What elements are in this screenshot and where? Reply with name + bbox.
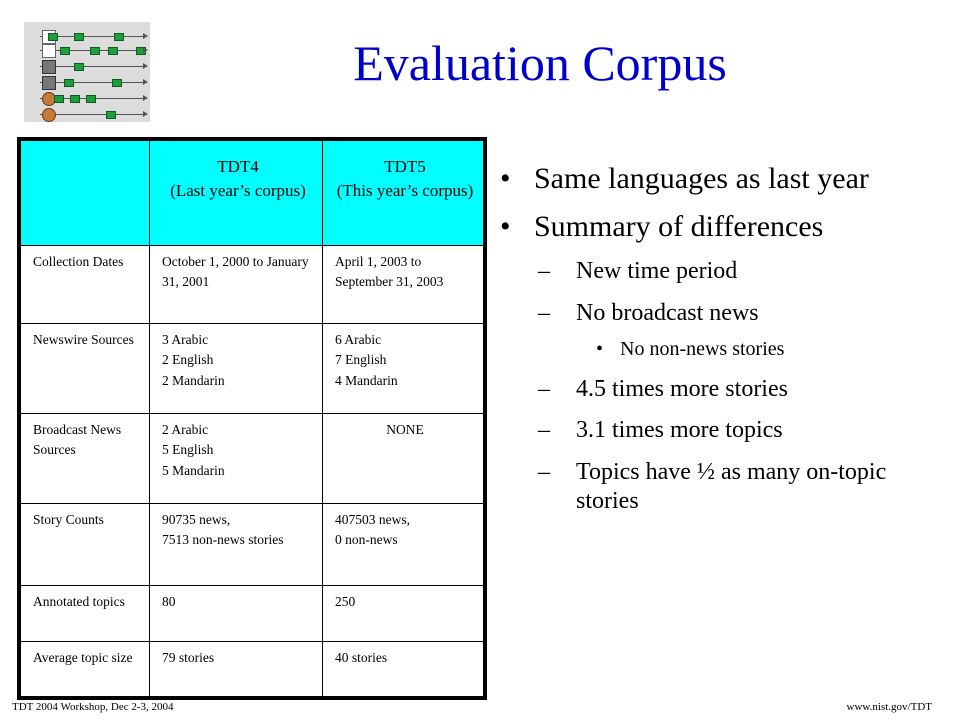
cell-line: 250 — [335, 593, 356, 609]
header-tdt5 — [323, 139, 486, 245]
row-label: Collection Dates — [19, 245, 150, 323]
cell-line: 90735 news, — [162, 511, 231, 527]
row-label: Average topic size — [19, 641, 150, 698]
tdt5-cell — [323, 503, 486, 585]
tdt5-cell — [323, 413, 486, 503]
cell-line: 80 — [162, 593, 176, 609]
bullet-dot-icon: • — [500, 209, 511, 243]
bullet-item — [500, 162, 950, 197]
header-tdt4-sub: (Last year’s corpus) — [170, 180, 306, 200]
cell-line: October 1, 2000 to January 31, 2001 — [162, 253, 309, 290]
sub-bullet-text: Topics have ½ as many on-topic stories — [576, 459, 887, 514]
tdt-timeline-logo-icon — [24, 22, 150, 122]
sub-sub-bullet-item — [500, 337, 950, 361]
table-row — [19, 323, 485, 413]
tdt5-cell — [323, 585, 486, 641]
tdt4-cell — [150, 585, 323, 641]
bullet-text: Summary of differences — [534, 209, 824, 243]
cell-line: 7513 non-news stories — [162, 532, 284, 548]
sub-bullet-item — [500, 416, 950, 445]
row-label: Broadcast News Sources — [19, 413, 150, 503]
corpus-comparison-table — [17, 137, 487, 700]
cell-line: NONE — [386, 421, 424, 437]
dash-bullet-icon: – — [538, 459, 550, 486]
page-title: Evaluation Corpus — [353, 35, 727, 91]
cell-line: April 1, 2003 to September 31, 2003 — [335, 253, 444, 290]
sub-bullet-text: New time period — [576, 258, 738, 284]
cell-line: 6 Arabic — [335, 331, 382, 347]
cell-line: 2 English — [162, 352, 214, 368]
tdt4-cell — [150, 413, 323, 503]
header-tdt5-sub: (This year’s corpus) — [336, 180, 474, 200]
cell-line: 4 Mandarin — [335, 373, 398, 389]
sub-bullet-text: 3.1 times more topics — [576, 417, 783, 444]
tdt5-cell — [323, 323, 486, 413]
header-tdt5-name: TDT5 — [384, 157, 426, 176]
bullet-list — [500, 162, 950, 529]
cell-line: 40 stories — [335, 649, 388, 665]
cell-line: 2 Mandarin — [162, 373, 225, 389]
bullet-dot-icon: • — [596, 337, 604, 360]
table-row — [19, 641, 485, 698]
dash-bullet-icon: – — [538, 258, 550, 284]
cell-line: 79 stories — [162, 649, 215, 665]
bullet-dot-icon: • — [500, 162, 511, 195]
tdt5-cell — [323, 641, 486, 698]
tdt5-cell — [323, 245, 486, 323]
tdt4-cell — [150, 503, 323, 585]
sub-bullet-item — [500, 458, 950, 516]
bullet-item — [500, 210, 950, 245]
sub-bullet-item — [500, 375, 950, 404]
table-row — [19, 503, 485, 585]
tdt4-cell — [150, 641, 323, 698]
sub-sub-bullet-text: No non-news stories — [620, 337, 785, 360]
row-label: Newswire Sources — [19, 323, 150, 413]
table-row — [19, 585, 485, 641]
table-header-row — [19, 139, 485, 245]
cell-line: 0 non-news — [335, 532, 398, 548]
tdt4-cell — [150, 245, 323, 323]
cell-line: 7 English — [335, 352, 387, 368]
dash-bullet-icon: – — [538, 299, 550, 326]
bullet-text: Same languages as last year — [534, 162, 869, 195]
sub-bullet-item — [500, 299, 950, 328]
dash-bullet-icon: – — [538, 375, 550, 402]
cell-line: 5 English — [162, 442, 214, 458]
dash-bullet-icon: – — [538, 417, 550, 444]
footer-url: www.nist.gov/TDT — [846, 701, 932, 713]
row-label: Annotated topics — [19, 585, 150, 641]
cell-line: 5 Mandarin — [162, 463, 225, 479]
table-row — [19, 245, 485, 323]
table-row — [19, 413, 485, 503]
header-tdt4-name: TDT4 — [217, 157, 259, 176]
sub-bullet-text: 4.5 times more stories — [576, 375, 788, 402]
header-empty-cell — [19, 139, 150, 245]
cell-line: 2 Arabic — [162, 421, 209, 437]
tdt4-cell — [150, 323, 323, 413]
cell-line: 407503 news, — [335, 511, 410, 527]
cell-line: 3 Arabic — [162, 331, 209, 347]
sub-bullet-text: No broadcast news — [576, 299, 759, 326]
row-label: Story Counts — [19, 503, 150, 585]
footer-workshop: TDT 2004 Workshop, Dec 2-3, 2004 — [12, 701, 174, 713]
sub-bullet-item — [500, 257, 950, 286]
header-tdt4 — [150, 139, 323, 245]
